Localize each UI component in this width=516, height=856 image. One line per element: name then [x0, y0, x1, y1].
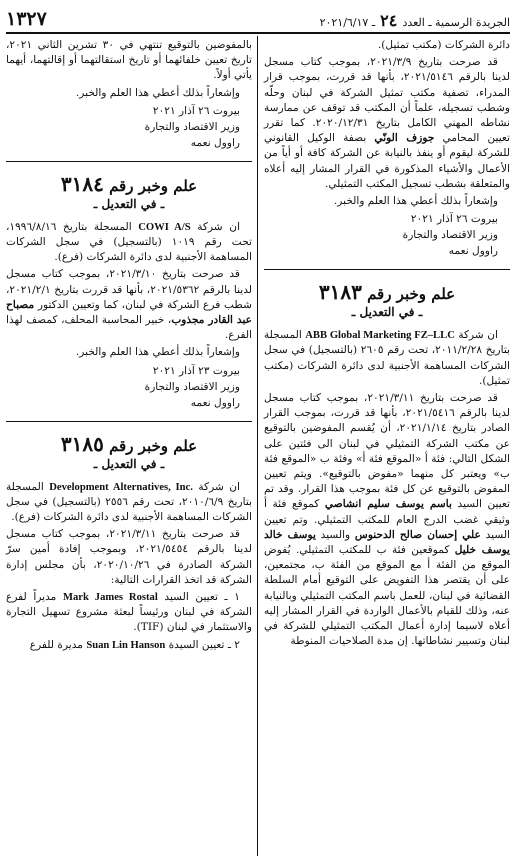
acknowledgement: وإشعاراً بذلك أعطي هذا العلم والخبر.: [75, 346, 240, 359]
paragraph: [6, 267, 252, 343]
notice-number: ٣١٨٤: [60, 171, 104, 196]
signature-block: [6, 363, 252, 411]
notice-number: ٣١٨٥: [60, 431, 104, 456]
paragraph: [6, 480, 252, 526]
text-run: ان شركة: [454, 329, 498, 342]
separator: [6, 421, 252, 422]
text-run: ان شركة: [192, 480, 241, 493]
person-name: جوزف الونّي: [374, 132, 435, 145]
sign-minister: وزير الاقتصاد والتجارة: [402, 229, 498, 242]
acknowledgement: وإشعاراً بذلك أعطي هذا العلم والخبر.: [333, 195, 498, 208]
person-name: يوسف خالد يوسف خليل: [264, 528, 510, 557]
paragraph: [264, 55, 510, 192]
sign-signer: راوول نعمه: [448, 245, 498, 258]
list-item: [6, 638, 252, 653]
issue-number: ٢٤: [380, 11, 398, 30]
list-item: [6, 590, 252, 636]
text-run: ان شركة: [190, 220, 241, 233]
text-run: كموقع فئة أ وثيقي غضب الدرج العام للمكتب التمثيلي. وتم تعيين السيد: [264, 498, 510, 541]
gazette-name: الجريدة الرسمية ـ العدد: [402, 16, 510, 29]
column-divider: [257, 36, 258, 856]
text-run: ٢ ـ تعيين السيدة: [165, 638, 240, 651]
company-name: ABB Global Marketing FZ–LLC: [305, 330, 455, 342]
notice-title-text: علم وخبر رقم: [103, 176, 198, 195]
page-header: [6, 6, 510, 34]
notice-title: [264, 282, 510, 304]
text-run: كموقعين فئة ب للمكتب التمثيلي. يُفوض الموقع من الفئة أ مع الموقع من الفئة ب، مجتمعين، على أن يقتصر هذا التفويض على التوقيع أمام السلطة القضائية في لبنان، للعمل باسم المكتب التمثيلي وبالنيابة عنه، وذلك للقيام بالأعمال الواردة في القرار المشار إليه أعلاه لاسيما إدارة أعمال المكتب التمثيلي للشركة في لبنان وتسيير نشاطاتها. إن مدة الصلاحيات المنوطة: [264, 544, 510, 648]
sign-date: بيروت ٢٣ آذار ٢٠٢١: [152, 364, 240, 377]
text-run: بصفة الوكيل القانوني للشركة ليقوم أو ينفذ بالنيابة عن الشركة كافة أو أياً من الأعمال والأشياء المذكورة في القرار المشار إليه أعلاه والمتعلقة بشطب تسجيل المكتب التمثيلي.: [264, 132, 510, 190]
text-run: قد صرحت بتاريخ ٢٠٢١/٣/١٠، بموجب كتاب مسجل لدينا بالرقم ٢٠٢١/٥٣٦٢، بأنها قد قررت بتاريخ ٢٠٢١/٢/١، شطب فرع الشركة في لبنان، كما وتعيين الدكتور: [6, 268, 252, 311]
sign-minister: وزير الاقتصاد والتجارة: [144, 120, 240, 133]
separator: [264, 269, 510, 270]
notice-title-text: علم وخبر رقم: [103, 436, 198, 455]
text-run: مديراً لفرع الشركة في لبنان ورئيساً لبعثة مشروع تسهيل التجارة والاستثمار في لبنان (TIF).: [6, 591, 252, 634]
page-number: ١٣٢٧: [6, 8, 47, 30]
text-run: مديرة للفرع: [29, 638, 87, 651]
notice-title: [6, 171, 252, 196]
sign-minister: وزير الاقتصاد والتجارة: [144, 380, 240, 393]
text-run: المسجلة بتاريخ ١٩٩٦/٨/١٦، تحت رقم ١٠١٩ (بالتسجيل) في سجل الشركات المساهمة الأجنبية لدى دائرة الشركات (فرع).: [6, 220, 252, 264]
paragraph: دائرة الشركات (مكتب تمثيل).: [377, 39, 510, 51]
notice-number: ٣١٨٣: [318, 280, 362, 305]
sign-date: بيروت ٢٦ آذار ٢٠٢١: [152, 104, 240, 117]
signature-block: [264, 211, 510, 259]
signature-block: [6, 103, 252, 151]
person-name: Mark James Rostal: [62, 592, 158, 604]
sign-signer: راوول نعمه: [190, 136, 240, 149]
text-run: والسيد: [315, 528, 355, 541]
paragraph: بالمفوضين بالتوقيع تنتهي في ٣٠ تشرين الثاني ٢٠٢١، تاريخ تعيين خلفائهما أو تاريخ استقالتهما أو إقالتهما، أيهما يأتي أولاً.: [6, 39, 252, 82]
notice-heading-3183: [264, 282, 510, 320]
person-name: Suan Lin Hanson: [86, 639, 166, 651]
text-run: قد صرحت بتاريخ ٢٠٢١/٣/٩، بموجب كتاب مسجل لدينا بالرقم ٢٠٢١/٥١٤٦، بأنها قد قررت، بموجب قرار المدراء، تصفية مكتب تمثيل الشركة في لبنان وحلّه وشطب تسجيله، علماً أن المكتب قد توقف عن ممارسة نشاطه المهني الكامل بتاريخ ٢٠٢٠/١٢/٣١. كما تقرر تعيين المحامي: [264, 56, 510, 145]
notice-title-text: علم وخبر رقم: [361, 285, 456, 304]
company-name: Development Alternatives, Inc.: [49, 481, 193, 493]
text-run: ١ ـ تعيين السيد: [157, 591, 240, 604]
notice-heading-3185: [6, 431, 252, 472]
text-run: المسجلة بتاريخ ٢٠١٠/٦/٩، تحت رقم ٢٥٥٦ (بالتسجيل) في سجل الشركات المساهمة الأجنبية لدى دائرة الشركات (فرع).: [6, 480, 252, 524]
sign-date: بيروت ٢٦ آذار ٢٠٢١: [410, 213, 498, 226]
right-column: [264, 38, 510, 655]
header-title: [320, 11, 510, 30]
person-name: باسم يوسف سليم انشاصي: [324, 498, 452, 511]
company-name: COWI A/S: [138, 221, 191, 233]
text-run: قد صرحت بتاريخ ٢٠٢١/٣/١١، بموجب كتاب مسجل لدينا بالرقم ٢٠٢١/٥٤١٦، بأنها قد قررت، بموجب القرار الصادر بتاريخ ٢٠٢١/١/١٤، أن يُقسم المفوضين بالتوقيع عن مكتب الشركة التمثيلي في لبنان الى فئتين على الشكل التالي: فئة أ «الموقع فئة أ» وفئة ب «الموقع فئة ب» ويعتبر كل منهما «مفوض بالتوقيع». ويتم تعيين المفوض بالتوقيع عن كل فئة بموجب هذا القرار. وقد تم تعيين السيد: [264, 392, 510, 511]
sign-signer: راوول نعمه: [190, 396, 240, 409]
acknowledgement: وإشعاراً بذلك أعطي هذا العلم والخبر.: [75, 86, 240, 99]
notice-heading-3184: [6, 171, 252, 212]
paragraph: [264, 391, 510, 649]
text-run: المسجلة بتاريخ ٢٠١١/٢/٢٨، تحت رقم ٢٦٠٥ (بالتسجيل) في سجل الشركات المساهمة الأجنبية لدى دائرة الشركات (مكتب تمثيل).: [264, 329, 510, 387]
left-column: [6, 38, 252, 655]
paragraph: قد صرحت بتاريخ ٢٠٢١/٣/١١، بموجب كتاب مسجل لدينا بالرقم ٢٠٢١/٥٤٥٤، وبموجب إفادة أمين سرّ الشركة الصادرة في ٢٠٢٠/١٠/٢٦، بأن مجلس إدارة الشركة قد اتخذ القرارات التالية:: [6, 528, 253, 586]
notice-subtitle: ـ في التعديل ـ: [351, 305, 423, 320]
notice-subtitle: ـ في التعديل ـ: [93, 196, 165, 211]
issue-date: ـ ٢٠٢١/٦/١٧: [319, 16, 376, 29]
notice-subtitle: ـ في التعديل ـ: [93, 456, 165, 471]
columns: [6, 38, 510, 655]
person-name: مصباح عبد القادر مجذوب: [6, 298, 252, 327]
paragraph: [264, 328, 510, 389]
person-name: علي إحسان صالح الدحنوس: [354, 528, 481, 541]
paragraph: [6, 220, 252, 266]
separator: [6, 161, 252, 162]
text-run: ، خبير المحاسبة المحلف، كمصف لهذا الفرع.: [6, 314, 252, 342]
notice-title: [6, 431, 252, 456]
